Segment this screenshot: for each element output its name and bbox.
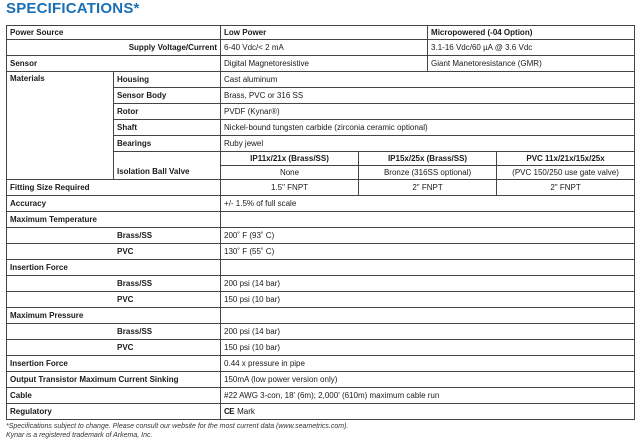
table-row: [7, 388, 635, 404]
page-title: SPECIFICATIONS*: [6, 0, 140, 17]
cell-value: +/- 1.5% of full scale: [221, 196, 635, 212]
row-label: Fitting Size Required: [7, 180, 221, 196]
row-label: Sensor: [7, 56, 221, 72]
cell-value: Cast aluminum: [221, 72, 635, 88]
cell-value: Bronze (316SS optional): [359, 166, 497, 180]
row-label: Cable: [7, 388, 221, 404]
table-row: [7, 180, 635, 196]
model-header: IP11x/21x (Brass/SS): [221, 152, 359, 166]
cell-empty: [221, 260, 635, 276]
column-header-micropowered: Micropowered (-04 Option): [428, 26, 635, 40]
row-label: Output Transistor Maximum Current Sinking: [7, 372, 221, 388]
cell-value: PVDF (Kynar®): [221, 104, 635, 120]
row-label: Accuracy: [7, 196, 221, 212]
cell-value: 150mA (low power version only): [221, 372, 635, 388]
cell-value: 150 psi (10 bar): [221, 340, 635, 356]
table-row: [7, 244, 635, 260]
row-label: Insertion Force: [7, 260, 221, 276]
model-header: IP15x/25x (Brass/SS): [359, 152, 497, 166]
table-row: [7, 308, 635, 324]
footnote: *Specifications subject to change. Please consult our website for the most current data (www.seametrics.com).: [6, 423, 349, 430]
row-label: Maximum Pressure: [7, 308, 221, 324]
cell-value: [221, 404, 635, 420]
model-header: PVC 11x/21x/15x/25x: [497, 152, 635, 166]
cell-value: 150 psi (10 bar): [221, 292, 635, 308]
cell-value: Digital Magnetoresistive: [221, 56, 428, 72]
cell-value: 3.1-16 Vdc/60 µA @ 3.6 Vdc: [428, 40, 635, 56]
footnote: Kynar is a registered trademark of Arkema, Inc.: [6, 431, 153, 439]
row-label: Materials: [7, 72, 114, 180]
cell-value: 200 psi (14 bar): [221, 324, 635, 340]
table-row: [7, 356, 635, 372]
table-row: [7, 340, 635, 356]
row-sublabel: Supply Voltage/Current: [7, 40, 221, 56]
footnotes: [6, 423, 348, 440]
row-sublabel: PVC: [7, 340, 221, 356]
table-row: [7, 372, 635, 388]
row-sublabel: Brass/SS: [7, 228, 221, 244]
cell-value: Brass, PVC or 316 SS: [221, 88, 635, 104]
cell-value: Nickel-bound tungsten carbide (zirconia ceramic optional): [221, 120, 635, 136]
cell-value: 200 psi (14 bar): [221, 276, 635, 292]
row-sublabel: Sensor Body: [114, 88, 221, 104]
row-label: Power Source: [7, 26, 221, 40]
cell-value: (PVC 150/250 use gate valve): [497, 166, 635, 180]
cell-value: None: [221, 166, 359, 180]
ce-mark-icon: CE: [224, 406, 235, 416]
cell-empty: [221, 308, 635, 324]
row-label: Insertion Force: [7, 356, 221, 372]
cell-value: 1.5" FNPT: [221, 180, 359, 196]
row-sublabel: PVC: [7, 244, 221, 260]
table-row: [7, 56, 635, 72]
cell-value: 6-40 Vdc/< 2 mA: [221, 40, 428, 56]
cell-value: 0.44 x pressure in pipe: [221, 356, 635, 372]
row-sublabel: Housing: [114, 72, 221, 88]
cell-value: Giant Manetoresistance (GMR): [428, 56, 635, 72]
row-sublabel: Rotor: [114, 104, 221, 120]
row-sublabel: Bearings: [114, 136, 221, 152]
column-header-low-power: Low Power: [221, 26, 428, 40]
regulatory-mark-text: Mark: [237, 406, 255, 416]
specifications-table: [6, 25, 635, 420]
cell-value: #22 AWG 3-con, 18' (6m); 2,000' (610m) maximum cable run: [221, 388, 635, 404]
table-row: [7, 196, 635, 212]
table-row: [7, 276, 635, 292]
table-row: [7, 26, 635, 40]
row-sublabel: Brass/SS: [7, 324, 221, 340]
table-row: [7, 404, 635, 420]
table-row: [7, 212, 635, 228]
table-row: [7, 292, 635, 308]
cell-value: 2" FNPT: [359, 180, 497, 196]
row-label: Maximum Temperature: [7, 212, 221, 228]
row-sublabel: PVC: [7, 292, 221, 308]
table-row: [7, 260, 635, 276]
row-sublabel: Isolation Ball Valve: [114, 152, 221, 180]
row-label: Regulatory: [7, 404, 221, 420]
row-sublabel: Shaft: [114, 120, 221, 136]
cell-value: Ruby jewel: [221, 136, 635, 152]
cell-value: 130˚ F (55˚ C): [221, 244, 635, 260]
table-row: [7, 228, 635, 244]
cell-value: 2" FNPT: [497, 180, 635, 196]
table-row: [7, 72, 635, 88]
table-row: [7, 324, 635, 340]
row-sublabel: Brass/SS: [7, 276, 221, 292]
cell-value: 200˚ F (93˚ C): [221, 228, 635, 244]
table-row: [7, 40, 635, 56]
cell-empty: [221, 212, 635, 228]
